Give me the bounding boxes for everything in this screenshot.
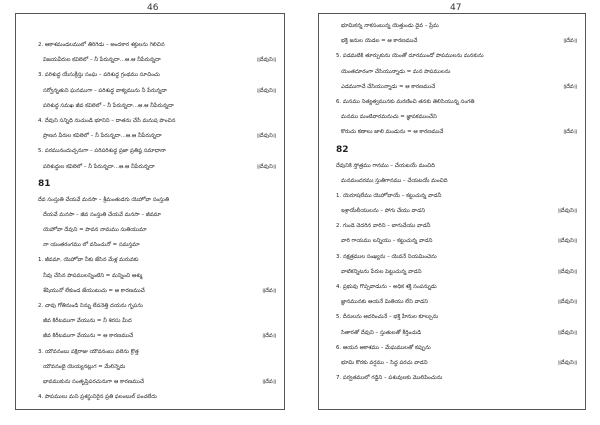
song-line-text: 2. ఆకాశమండలములో తిరిగెడు – అందకార శక్తులను గెలిచిన [38, 42, 165, 48]
right-page-number: 47 [450, 3, 462, 13]
left-page-frame [15, 13, 285, 410]
song-line [38, 53, 278, 68]
song-line [38, 68, 278, 83]
refrain-marker: ॥దేవ॥ [261, 378, 276, 385]
song-line [336, 19, 579, 34]
refrain-marker: ॥దేవుని॥ [557, 208, 577, 215]
left-page-content [38, 38, 278, 405]
song-line-text: ఇశ్రాయేలీయులను – పోగు చేయు వాడని [341, 208, 425, 215]
song-line-text: యెహోవా దేవుని = పావన నామము సుతియుమా [43, 227, 147, 234]
song-line [336, 265, 579, 280]
song-line-text: మనము మంటివారమనుచు = జ్ఞాపకముంచేని [341, 114, 437, 121]
song-line [38, 238, 278, 253]
song-line-text: 7. పర్వతములో గడ్డిని – పశువులకు మొలిపించును [336, 375, 443, 382]
song-line-text: భూమికన్న నాకసంబున్న యెత్తుండు దైవ – ప్రేమ [341, 23, 439, 29]
song-line-text: జీవ కిరీటముగా వేయును = ఆ కారణముచే [43, 333, 134, 340]
song-line [336, 49, 579, 64]
song-line [336, 34, 579, 49]
song-number-heading: 81 [38, 178, 51, 189]
song-line [336, 219, 579, 234]
song-line [38, 345, 278, 360]
refrain-marker: ॥దేవుని॥ [557, 329, 577, 336]
song-line-text: 4. ప్రభువు గొప్పవాడును – అధిక శక్తి సంపన్నుడు [336, 284, 437, 290]
song-line-text: భావముకును సంతృప్తిపరచునుగా ఆ కారణముచే [43, 378, 144, 385]
song-line-text: దేవునికి స్తోత్రము గానము – చేయటయే మంచిది [336, 162, 435, 169]
right-page-frame [318, 13, 586, 410]
song-line [38, 253, 278, 268]
song-line-text: జ్ఞానమునకు ఆయనే మితియు లేని వాడని [341, 299, 428, 306]
song-line [336, 125, 579, 140]
song-line [38, 114, 278, 129]
song-line-text: మనమందరము స్తుతిగానము – చేయటయే మంచిది [341, 177, 448, 184]
refrain-marker: ॥దేవ॥ [562, 129, 577, 136]
song-line [336, 250, 579, 265]
song-number-heading: 82 [336, 144, 349, 155]
song-line-text: ఎడముగాచే చేసియున్నాడు = ఆ కారణముచే [341, 83, 436, 90]
song-line-text: ప్రాణన వీరుల కవిలెలో – నీ పేరున్నదా…ఆ.ఆ నీపేరున్నదా [43, 133, 162, 140]
song-line [38, 223, 278, 238]
song-line [38, 129, 278, 144]
song-line [336, 326, 579, 341]
song-line-text: సర్వోన్నతుని ఘనముగా – పరిశుద్ధ వాక్యమును నీ పేరున్నదా [43, 87, 168, 94]
song-line [336, 80, 579, 95]
refrain-marker: ॥దేవుని॥ [557, 238, 577, 245]
song-line-text: పరిశుద్ధుల కవిలెలో – నీ పేరున్నదా…ఆ.ఆ నీపేరున్నదా [43, 163, 155, 170]
song-line-text: భూమి కొరకు వర్షము – సిద్ధ పరచు వాడని [341, 359, 428, 366]
song-line [336, 174, 579, 189]
song-line-text: 3. నక్షత్రముల సంఖ్యను – యెవనే నియమించెను [336, 253, 437, 260]
right-page-content [336, 19, 579, 386]
song-line-text: సితారతో దేవుని – స్తుతులతో కీర్తించుడి [341, 329, 422, 336]
song-line [336, 295, 579, 310]
song-line-text: భక్తి జనుల యెడల = ఆ కారణముచే [341, 38, 418, 45]
refrain-marker: ॥దేవుని॥ [256, 87, 276, 94]
song-line [38, 329, 278, 344]
song-line [336, 356, 579, 371]
song-line [336, 95, 579, 110]
song-line-text: నా యంతరంగము లో వసించునో = సమస్తమా [43, 242, 140, 249]
refrain-marker: ॥దేవుని॥ [557, 359, 577, 366]
refrain-marker: ॥దేవుని॥ [256, 163, 276, 170]
song-line-text: పరిశుద్ధ సమఖ జీవ కవిలెలో – నీ పేరున్నదా…ఆ.ఆ నీపేరున్నదా [43, 102, 174, 109]
song-line [38, 160, 278, 175]
song-line [38, 390, 278, 405]
song-line [336, 204, 579, 219]
song-line-text: దేయవే మనసా – జీవ సంస్తుతి చేయవే మనసా – జీవమా [43, 211, 161, 218]
refrain-marker: ॥దేవుని॥ [557, 299, 577, 306]
song-line [336, 310, 579, 325]
song-line-text: జీవ కిరీటముగా వేయును = నీ శిరసు మీద [43, 318, 132, 325]
song-line [336, 110, 579, 125]
song-line-text: వారి గాయము లన్నియు – కట్టుచున్న వాడని [341, 238, 433, 245]
song-line [336, 65, 579, 80]
song-line [336, 341, 579, 356]
refrain-marker: ॥దేవుని॥ [256, 57, 276, 64]
song-line-text: 1. జీవమా, యెహోవా నీకు జేసిన మేళ్ల మరువకు [38, 257, 139, 264]
song-line-text: వాటికన్నిటను పేరుల పెట్టుచున్న వాడని [341, 268, 422, 275]
song-line [336, 234, 579, 249]
song-line [38, 375, 278, 390]
refrain-marker: ॥దేవుని॥ [557, 268, 577, 275]
song-line-text: యౌవనంబై యెయ్యనట్లుగ = మేలిన్నెదు [43, 363, 126, 370]
song-line-text: శేషియునో లేకుండ జేయుటుచు = ఆ కారణముచే [43, 287, 145, 294]
song-line-text: 4. దేవుని సన్నిధి నుచుండి భూనిని – దాతను చేసే మనుష పొంచిన [38, 117, 176, 124]
song-line [38, 193, 278, 208]
refrain-marker: ॥దేవ॥ [562, 38, 577, 45]
song-line [38, 99, 278, 114]
song-line-text: యెంతదూరంగా చేసియున్నాడు = మన పాపములను [341, 68, 451, 75]
song-line [336, 189, 579, 204]
song-line-text: దేవ సంస్తుతి చేయవే మనసా – శ్రీమంతుడగు యెహోవా సంస్తుతి [38, 196, 170, 203]
song-line [38, 144, 278, 159]
song-line-text: 6. ఆయన ఆకాశము – మేఘములతో కప్పును [336, 344, 431, 351]
song-line [38, 299, 278, 314]
song-line [38, 38, 278, 53]
refrain-marker: ॥దేవ॥ [261, 333, 276, 340]
song-line [38, 314, 278, 329]
song-line-text: 5. పరమునందుచ్చనుగా – పరిపరిశుద్ధ ప్రజా ప్రతిష్ఠ సమాధానా [38, 148, 166, 155]
song-line [38, 284, 278, 299]
song-line [38, 208, 278, 223]
refrain-marker: ॥దేవ॥ [261, 287, 276, 294]
song-line-text: కొరుచు కణాలు జాలి మండును = ఆ కారణముచే [341, 129, 444, 136]
song-line-text: 2. చావు గోతినుండి నిన్ను లేవనెత్తి దయను గృపను [38, 303, 143, 309]
refrain-marker: ॥దేవ॥ [562, 83, 577, 90]
refrain-marker: ॥దేవుని॥ [256, 133, 276, 140]
song-line-text: 5. పడమటికి తూర్పుకును యెంతో దూరముందో పాపములను మనకును [336, 53, 484, 60]
song-line-text: 3. యౌవనంబు పక్షిరాజు యౌవనంబు వలెను క్రొత్త [38, 348, 139, 355]
song-line [38, 360, 278, 375]
song-line-text: నీవు చేసిన పాపములన్నింటిని = మన్నించి ఆశ్ము [43, 272, 143, 279]
song-line [336, 159, 579, 174]
left-page-number: 46 [147, 3, 159, 13]
song-line [38, 269, 278, 284]
song-line-text: 2. గుండె చెదరిన వారిని – బాగుచేయు వాడనీ [336, 223, 431, 230]
song-line-text: 4. పాపములు మని ప్రశస్థునిరైన ప్రతి ఫలంబుల్ పంచలేదు [38, 394, 157, 401]
song-line-text: 5. దీనులను ఆదరించునే – భక్తి హీనుల కూల్చును [336, 314, 439, 321]
song-line-text: 3. పరిశుద్ధ యేసుక్రీస్తు సంఘ – పరిశుద్ధ గ్రంథము సూచించు [38, 72, 160, 79]
song-line-text: 6. మనము నిత్యత్వమునకు మరణించి తనకు తెలిసియున్న సంగతి [336, 98, 475, 105]
song-line [38, 84, 278, 99]
song-line [336, 371, 579, 386]
song-line [336, 280, 579, 295]
song-line-text: 1. యెరూషలేము యెహోవాయే – కట్టుచున్న వాడనీ [336, 192, 442, 199]
song-line-text: విజయవీరుల కవిలెలో – నీ పేరున్నదా…ఆ.ఆ నీపేరున్నదా [43, 57, 161, 64]
